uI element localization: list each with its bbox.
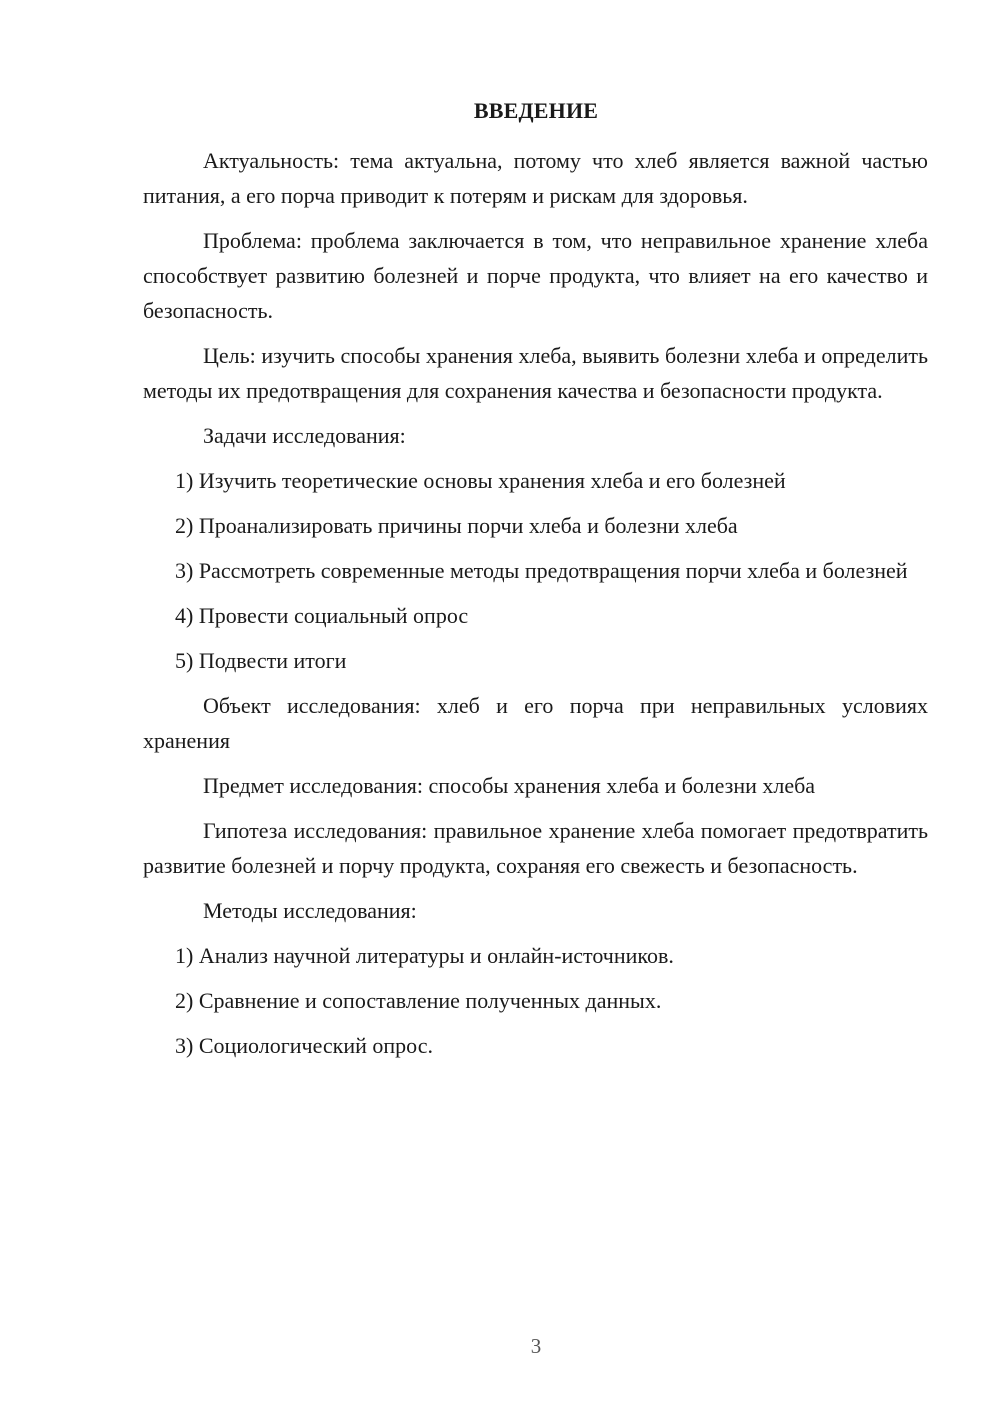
list-item: 3) Рассмотреть современные методы предотвращения порчи хлеба и болезней xyxy=(175,558,908,583)
list-item: 2) Сравнение и сопоставление полученных данных. xyxy=(175,988,662,1013)
paragraph: Методы исследования: xyxy=(203,898,417,923)
paragraph: Проблема: проблема заключается в том, что неправильное хранение хлеба способствует развитию болезней и порче продукта, что влияет на его качество и безопасность. xyxy=(143,228,928,323)
paragraph: Актуальность: тема актуальна, потому что хлеб является важной частью питания, а его порча приводит к потерям и рискам для здоровья. xyxy=(143,148,928,208)
paragraph: Предмет исследования: способы хранения хлеба и болезни хлеба xyxy=(203,773,816,798)
list-item: 2) Проанализировать причины порчи хлеба и болезни хлеба xyxy=(175,513,738,538)
paragraph: Гипотеза исследования: правильное хранение хлеба помогает предотвратить развитие болезней и порчу продукта, сохраняя его свежесть и безопасность. xyxy=(143,818,928,878)
list-item: 1) Изучить теоретические основы хранения хлеба и его болезней xyxy=(175,468,786,493)
page-number: 3 xyxy=(530,1334,542,1358)
list-item: 1) Анализ научной литературы и онлайн-источников. xyxy=(175,943,674,968)
paragraph: Задачи исследования: xyxy=(203,423,406,448)
list-item: 3) Социологический опрос. xyxy=(175,1033,433,1058)
page-title: ВВЕДЕНИЕ xyxy=(473,98,599,123)
list-item: 4) Провести социальный опрос xyxy=(175,603,469,628)
body-text xyxy=(143,143,928,1073)
list-item: 5) Подвести итоги xyxy=(175,648,347,673)
paragraph: Цель: изучить способы хранения хлеба, выявить болезни хлеба и определить методы их предотвращения для сохранения качества и безопасности продукта. xyxy=(143,343,928,403)
paragraph: Объект исследования: хлеб и его порча при неправильных условиях хранения xyxy=(143,693,928,753)
